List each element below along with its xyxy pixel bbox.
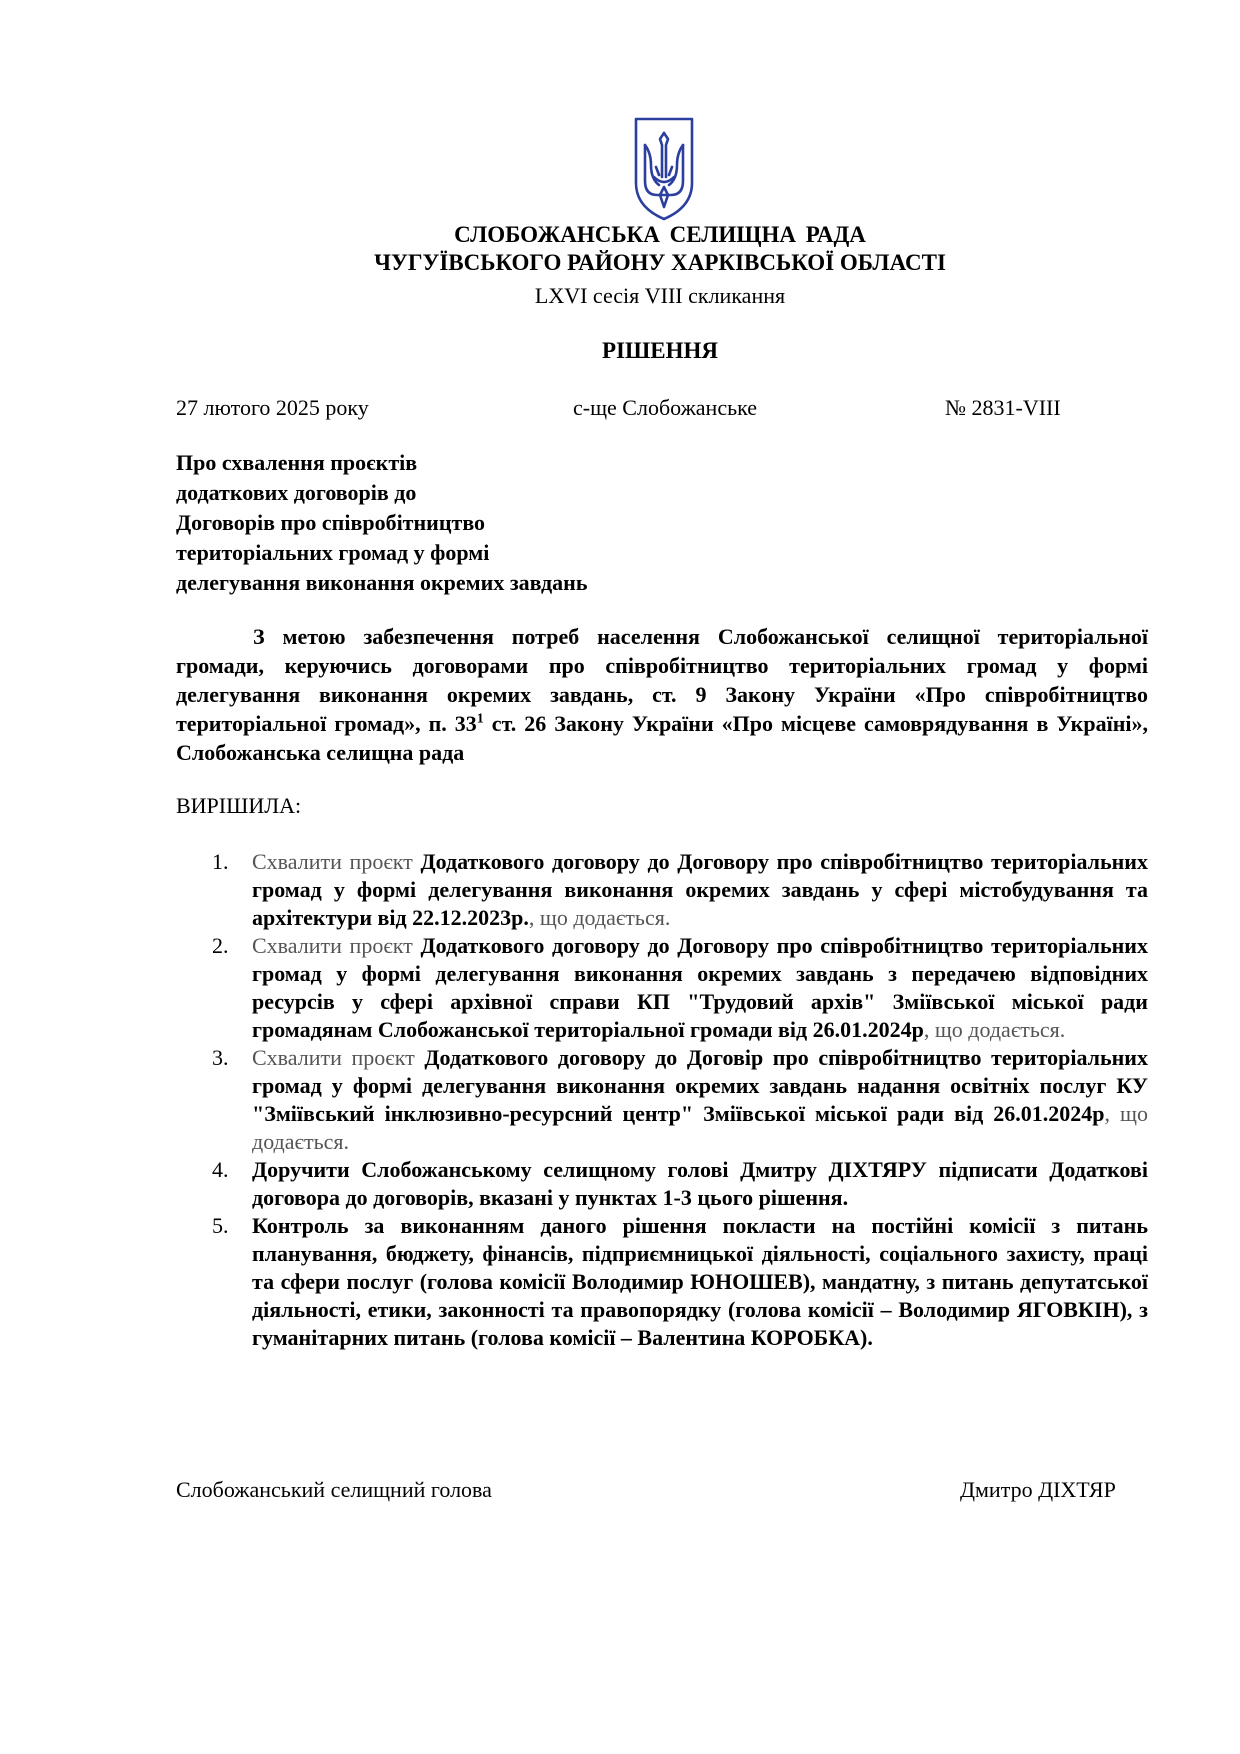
subject-line: додаткових договорів до: [176, 480, 417, 505]
district-name: ЧУГУЇВСЬКОГО РАЙОНУ ХАРКІВСЬКОЇ ОБЛАСТІ: [374, 250, 946, 275]
list-item: [176, 1212, 1148, 1352]
item-main: Додаткового договору до Договору про співробітництво територіальних громад у формі делегування виконання окремих завдань з передачею відповідних ресурсів у сфері архівної справи КП "Трудовий архів" Зміївської міської ради громадянам Слобожанської територіальної громади від 26.01.2024р: [252, 933, 1148, 1042]
item-number: 1.: [212, 849, 229, 874]
preamble-paragraph: [176, 622, 1148, 767]
subject-line: Про схвалення проєктів: [176, 450, 418, 475]
item-lead: Схвалити проєкт: [252, 849, 421, 874]
trident-emblem-icon: [633, 115, 695, 222]
subject-line: делегування виконання окремих завдань: [176, 570, 588, 595]
item-tail: , що додається.: [923, 1017, 1066, 1042]
session-info: LXVI сесія VIII скликання: [534, 283, 786, 308]
signer-position: Слобожанський селищний голова: [176, 1477, 492, 1502]
preamble-text-end: ст. 26 Закону України «Про місцеве самоврядування в Україні», Слобожанська селищна рада: [176, 711, 1148, 765]
subject-line: територіальних громад у формі: [176, 540, 490, 565]
preamble-superscript: 1: [476, 711, 484, 727]
item-lead: Схвалити проєкт: [252, 1045, 425, 1070]
item-number: 5.: [212, 1213, 229, 1238]
list-item: [176, 1156, 1148, 1212]
list-item: [176, 848, 1148, 932]
item-tail: , що додається.: [528, 905, 671, 930]
item-main: Доручити Слобожанському селищному голові Дмитру ДІХТЯРУ підписати Додаткові договора до договорів, вказані у пунктах 1-3 цього рішення.: [252, 1157, 1148, 1210]
list-item: [176, 932, 1148, 1044]
document-title: РІШЕННЯ: [602, 338, 718, 363]
item-main: Додаткового договору до Договору про співробітництво територіальних громад у формі делегування виконання окремих завдань у сфері містобудування та архітектури від 22.12.2023р.: [252, 849, 1148, 930]
subject-line: Договорів про співробітництво: [176, 510, 486, 535]
resolution-items: [176, 848, 1148, 1352]
decision-subject: [176, 448, 587, 598]
decision-number: № 2831-VIII: [945, 395, 1061, 420]
signer-name: Дмитро ДІХТЯР: [960, 1477, 1116, 1502]
council-name: СЛОБОЖАНСЬКА СЕЛИЩНА РАДА: [454, 222, 866, 247]
item-number: 2.: [212, 933, 229, 958]
decision-date: 27 лютого 2025 року: [176, 395, 369, 420]
item-tail: , що додається.: [252, 1101, 1148, 1154]
item-number: 3.: [212, 1045, 229, 1070]
decision-place: с-ще Слобожанське: [573, 395, 758, 420]
item-main: Додаткового договору до Договір про співробітництво територіальних громад у формі делегування виконання окремих завдань надання освітніх послуг КУ "Зміївський інклюзивно-ресурсний центр" Зміївської міської ради від 26.01.2024р: [252, 1045, 1148, 1126]
resolved-heading: ВИРІШИЛА:: [176, 793, 302, 818]
item-lead: Схвалити проєкт: [252, 933, 421, 958]
item-main: Контроль за виконанням даного рішення покласти на постійні комісії з питань планування, бюджету, фінансів, підприємницької діяльності, соціального захисту, праці та сфери послуг (голова комісії Володимир ЮНОШЕВ), мандатну, з питань депутатської діяльності, етики, законності та правопорядку (голова комісії – Володимир ЯГОВКІН), з гуманітарних питань (голова комісії – Валентина КОРОБКА).: [252, 1213, 1148, 1350]
list-item: [176, 1044, 1148, 1156]
preamble-text: З метою забезпечення потреб населення Слобожанської селищної територіальної громади, керуючись договорами про співробітництво територіальних громад у формі делегування виконання окремих завдань, ст. 9 Закону України «Про співробітництво територіальної громад», п. 33: [176, 624, 1148, 736]
item-number: 4.: [212, 1157, 229, 1182]
